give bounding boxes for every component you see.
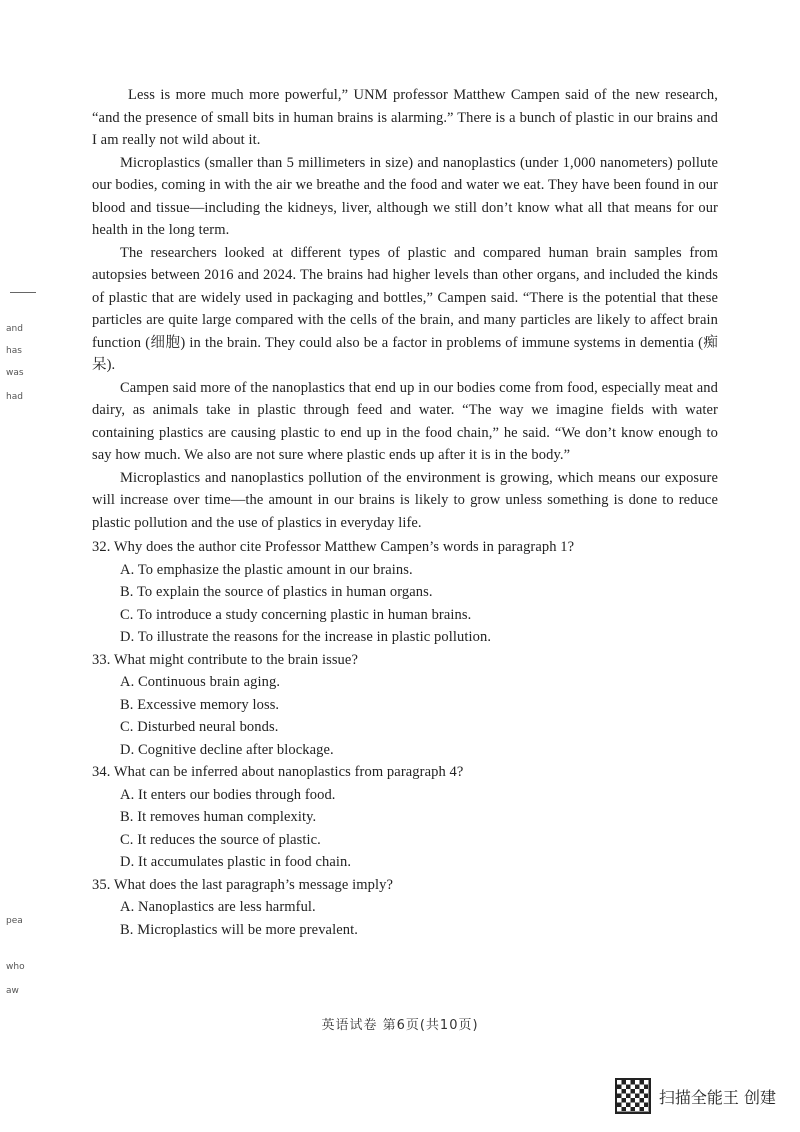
passage-paragraph: Less is more much more powerful,” UNM professor Matthew Campen said of the new research, “and the presence of small bits in human brains is alarming.” There is a bunch of plastic in our brains and I am really not wild about it. — [92, 87, 718, 148]
qr-code-icon — [615, 1078, 651, 1114]
question-stem: 35. What does the last paragraph’s message imply? — [92, 876, 393, 893]
question-35 — [92, 874, 718, 942]
option-b: B. It removes human complexity. — [120, 809, 317, 825]
reading-passage — [92, 84, 718, 941]
question-list — [92, 536, 718, 941]
option-a: A. Continuous brain aging. — [120, 674, 281, 690]
option-a: A. It enters our bodies through food. — [120, 786, 336, 803]
margin-note: and — [6, 324, 23, 334]
page-footer: 英语试卷 第6页(共10页) — [321, 1018, 479, 1033]
question-32 — [92, 536, 718, 649]
margin-note: had — [6, 392, 23, 402]
question-33 — [92, 649, 718, 762]
question-34 — [92, 761, 718, 874]
option-c: C. Disturbed neural bonds. — [120, 719, 279, 735]
margin-note: aw — [6, 986, 19, 996]
passage-paragraph: The researchers looked at different types of plastic and compared human brain samples from autopsies between 2016 and 2024. The brains had higher levels than other organs, and included the kinds of plastic that are widely used in packaging and bottles,” Campen said. “There is the potential that these particles are quite large compared with the cells of the brain, and many particles are likely to affect brain function (细胞) in the brain. They could also be a factor in problems of immune systems in dementia (痴呆). — [92, 244, 718, 373]
option-b: B. Microplastics will be more prevalent. — [120, 921, 358, 938]
option-c: C. To introduce a study concerning plastic in human brains. — [120, 606, 472, 623]
question-stem: 33. What might contribute to the brain issue? — [92, 651, 358, 668]
option-c: C. It reduces the source of plastic. — [120, 831, 321, 848]
margin-note: who — [6, 962, 25, 972]
option-a: A. Nanoplastics are less harmful. — [120, 899, 316, 915]
margin-note: pea — [6, 916, 23, 926]
margin-tick — [10, 292, 36, 293]
scanner-watermark — [615, 1078, 776, 1114]
margin-note: has — [6, 346, 22, 356]
passage-paragraph: Campen said more of the nanoplastics that end up in our bodies come from food, especially meat and dairy, as animals take in plastic through feed and water. “The way we imagine fields with water containing plastics are causing plastic to end up in the food chain,” he said. “We don’t know enough to say how much. We also are not sure where plastic ends up after it is in the body.” — [92, 379, 718, 463]
question-stem: 34. What can be inferred about nanoplastics from paragraph 4? — [92, 764, 464, 780]
margin-note: was — [6, 368, 24, 378]
option-b: B. To explain the source of plastics in human organs. — [120, 584, 433, 600]
option-d: D. To illustrate the reasons for the increase in plastic pollution. — [120, 629, 492, 645]
option-d: D. Cognitive decline after blockage. — [120, 741, 334, 758]
watermark-text: 扫描全能王 创建 — [658, 1087, 776, 1107]
passage-paragraph: Microplastics (smaller than 5 millimeters in size) and nanoplastics (under 1,000 nanometers) pollute our bodies, coming in with the air we breathe and the food and water we eat. They have been found in our blood and tissue—including the kidneys, liver, although we still don’t know what all that means for our health in the long term. — [92, 154, 718, 238]
option-d: D. It accumulates plastic in food chain. — [120, 854, 352, 870]
option-b: B. Excessive memory loss. — [120, 696, 280, 713]
option-a: A. To emphasize the plastic amount in our brains. — [120, 561, 413, 578]
passage-paragraph: Microplastics and nanoplastics pollution of the environment is growing, which means our exposure will increase over time—the amount in our brains is likely to grow unless something is done to reduce plastic pollution and the use of plastics in everyday life. — [92, 469, 718, 531]
question-stem: 32. Why does the author cite Professor Matthew Campen’s words in paragraph 1? — [92, 539, 575, 555]
